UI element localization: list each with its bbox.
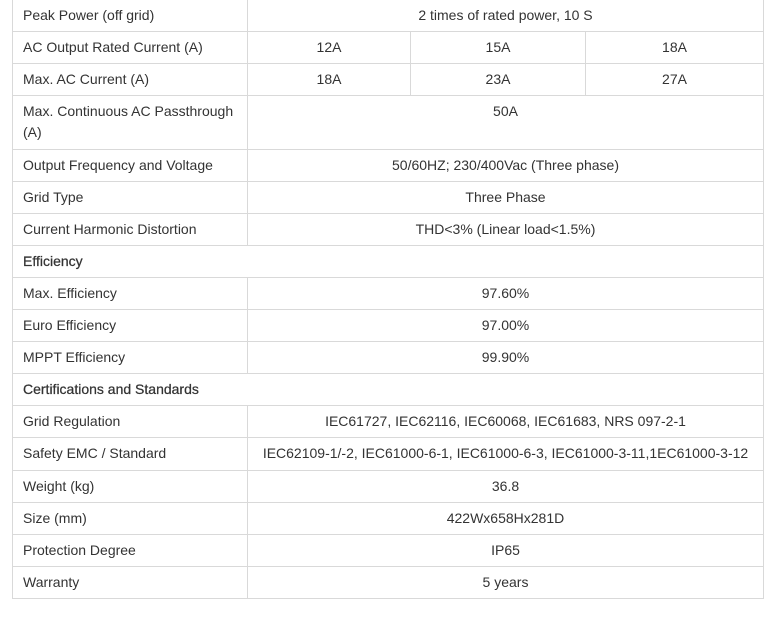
row-value: IEC62109-1/-2, IEC61000-6-1, IEC61000-6-3, IEC61000-3-11,1EC61000-3-12	[248, 438, 764, 471]
row-value: 15A	[411, 32, 586, 64]
row-label: Grid Type	[13, 182, 248, 214]
row-label: Protection Degree	[13, 535, 248, 567]
row-value: 18A	[586, 32, 764, 64]
row-value: 50A	[248, 96, 764, 150]
row-value: 97.00%	[248, 310, 764, 342]
row-label: Warranty	[13, 567, 248, 599]
section-heading: Efficiency	[13, 246, 764, 278]
table-row	[13, 342, 764, 374]
row-value: Three Phase	[248, 182, 764, 214]
row-value: 27A	[586, 64, 764, 96]
row-label: AC Output Rated Current (A)	[13, 32, 248, 64]
row-value: 12A	[248, 32, 411, 64]
row-label: Weight (kg)	[13, 471, 248, 503]
table-row	[13, 406, 764, 438]
row-value: 50/60HZ; 230/400Vac (Three phase)	[248, 150, 764, 182]
table-row	[13, 567, 764, 599]
table-row	[13, 32, 764, 64]
row-label: MPPT Efficiency	[13, 342, 248, 374]
section-header-row	[13, 374, 764, 406]
row-label: Size (mm)	[13, 503, 248, 535]
section-header-row	[13, 246, 764, 278]
row-value: 5 years	[248, 567, 764, 599]
table-row	[13, 438, 764, 471]
table-row	[13, 471, 764, 503]
row-value: 18A	[248, 64, 411, 96]
row-value: 36.8	[248, 471, 764, 503]
row-label: Max. Efficiency	[13, 278, 248, 310]
row-label: Max. Continuous AC Passthrough (A)	[13, 96, 248, 150]
table-row	[13, 64, 764, 96]
row-value: 97.60%	[248, 278, 764, 310]
row-value: 23A	[411, 64, 586, 96]
table-row	[13, 278, 764, 310]
table-row	[13, 214, 764, 246]
table-row	[13, 310, 764, 342]
row-label: Safety EMC / Standard	[13, 438, 248, 471]
row-value: IEC61727, IEC62116, IEC60068, IEC61683, NRS 097-2-1	[248, 406, 764, 438]
row-label: Euro Efficiency	[13, 310, 248, 342]
table-row	[13, 535, 764, 567]
row-value: IP65	[248, 535, 764, 567]
table-row	[13, 96, 764, 150]
table-row	[13, 182, 764, 214]
row-value: 2 times of rated power, 10 S	[248, 0, 764, 32]
row-label: Grid Regulation	[13, 406, 248, 438]
row-label: Peak Power (off grid)	[13, 0, 248, 32]
row-value: THD<3% (Linear load<1.5%)	[248, 214, 764, 246]
table-row	[13, 0, 764, 32]
table-row	[13, 503, 764, 535]
row-label: Output Frequency and Voltage	[13, 150, 248, 182]
spec-table	[12, 0, 764, 599]
row-value: 99.90%	[248, 342, 764, 374]
table-row	[13, 150, 764, 182]
row-value: 422Wx658Hx281D	[248, 503, 764, 535]
section-heading: Certifications and Standards	[13, 374, 764, 406]
row-label: Current Harmonic Distortion	[13, 214, 248, 246]
row-label: Max. AC Current (A)	[13, 64, 248, 96]
